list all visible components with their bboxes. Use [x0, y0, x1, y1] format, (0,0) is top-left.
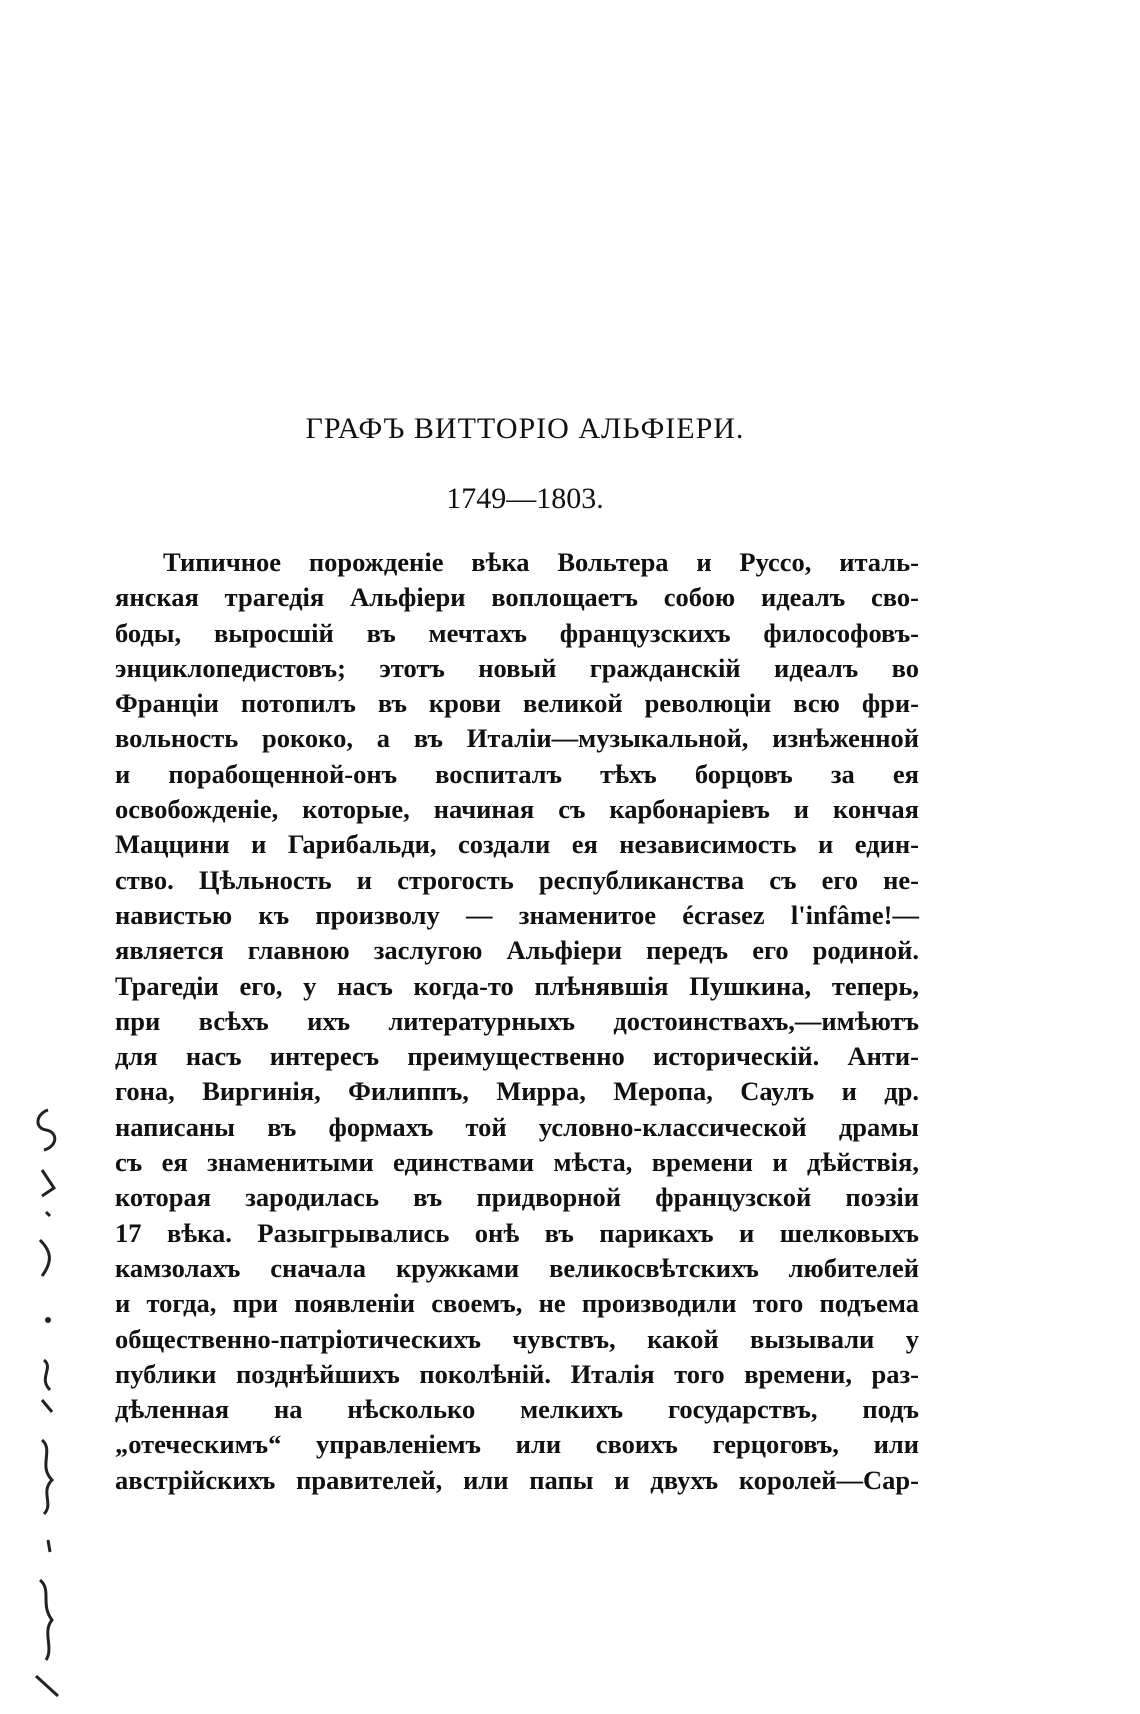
- text-line: австрійскихъ правителей, или папы и двухъ королей—Сар-: [115, 1464, 919, 1495]
- text-line: и порабощенной-онъ воспиталъ тѣхъ борцовъ за ея: [115, 758, 919, 789]
- text-line: 17 вѣка. Разыгрывались онѣ въ парикахъ и шелковыхъ: [115, 1217, 919, 1248]
- text-line: Трагедіи его, у насъ когда-то плѣнявшія Пушкина, теперь,: [115, 970, 919, 1001]
- text-line: является главною заслугою Альфіери передъ его родиной.: [115, 935, 919, 966]
- text-line: ство. Цѣльность и строгость республиканства съ его не-: [115, 864, 919, 895]
- text-line: и тогда, при появленіи своемъ, не производили того подъема: [115, 1288, 919, 1319]
- page-title: ГРАФЪ ВИТТОРIО АЛЬФIЕРИ.: [305, 412, 745, 445]
- text-line: „отеческимъ“ управленіемъ или своихъ герцоговъ, или: [115, 1429, 919, 1460]
- text-line: общественно-патріотическихъ чувствъ, какой вызывали у: [115, 1323, 919, 1354]
- text-line: навистью къ произволу — знаменитое écrasez l'infâme!—: [115, 899, 919, 930]
- text-line: для насъ интересъ преимущественно историческій. Анти-: [115, 1041, 919, 1072]
- text-line: камзолахъ сначала кружками великосвѣтскихъ любителей: [115, 1252, 919, 1283]
- text-line: которая зародилась въ придворной французской поэзіи: [115, 1182, 919, 1213]
- text-line: гона, Виргинія, Филиппъ, Мирра, Меропа, Саулъ и др.: [115, 1076, 919, 1107]
- text-line: Типичное порожденіе вѣка Вольтера и Руссо, италь-: [163, 547, 919, 577]
- text-line: написаны въ формахъ той условно-классической драмы: [115, 1111, 919, 1142]
- text-line: освобожденіе, которые, начиная съ карбонаріевъ и кончая: [115, 794, 919, 825]
- body-paragraph: [115, 545, 919, 1498]
- text-line: энциклопедистовъ; этотъ новый гражданскій идеалъ во: [115, 652, 919, 683]
- handwritten-margin-note: [28, 1100, 68, 1700]
- handwriting-scribble: [28, 1100, 68, 1700]
- text-line: съ ея знаменитыми единствами мѣста, времени и дѣйствія,: [115, 1147, 919, 1178]
- life-years: 1749—1803.: [446, 482, 604, 515]
- text-line: при всѣхъ ихъ литературныхъ достоинствахъ,—имѣютъ: [115, 1005, 919, 1036]
- text-line: публики позднѣйшихъ поколѣній. Италія того времени, раз-: [115, 1358, 919, 1389]
- text-line: Франціи потопилъ въ крови великой революціи всю фри-: [115, 688, 919, 719]
- text-line: боды, выросшій въ мечтахъ французскихъ философовъ-: [115, 617, 919, 648]
- text-line: дѣленная на нѣсколько мелкихъ государствъ, подъ: [115, 1394, 919, 1425]
- text-line: вольность рококо, а въ Италіи—музыкальной, изнѣженной: [115, 723, 919, 754]
- text-line: янская трагедія Альфіери воплощаетъ собою идеалъ сво-: [115, 582, 919, 613]
- text-line: Маццини и Гарибальди, создали ея независимость и един-: [115, 829, 919, 860]
